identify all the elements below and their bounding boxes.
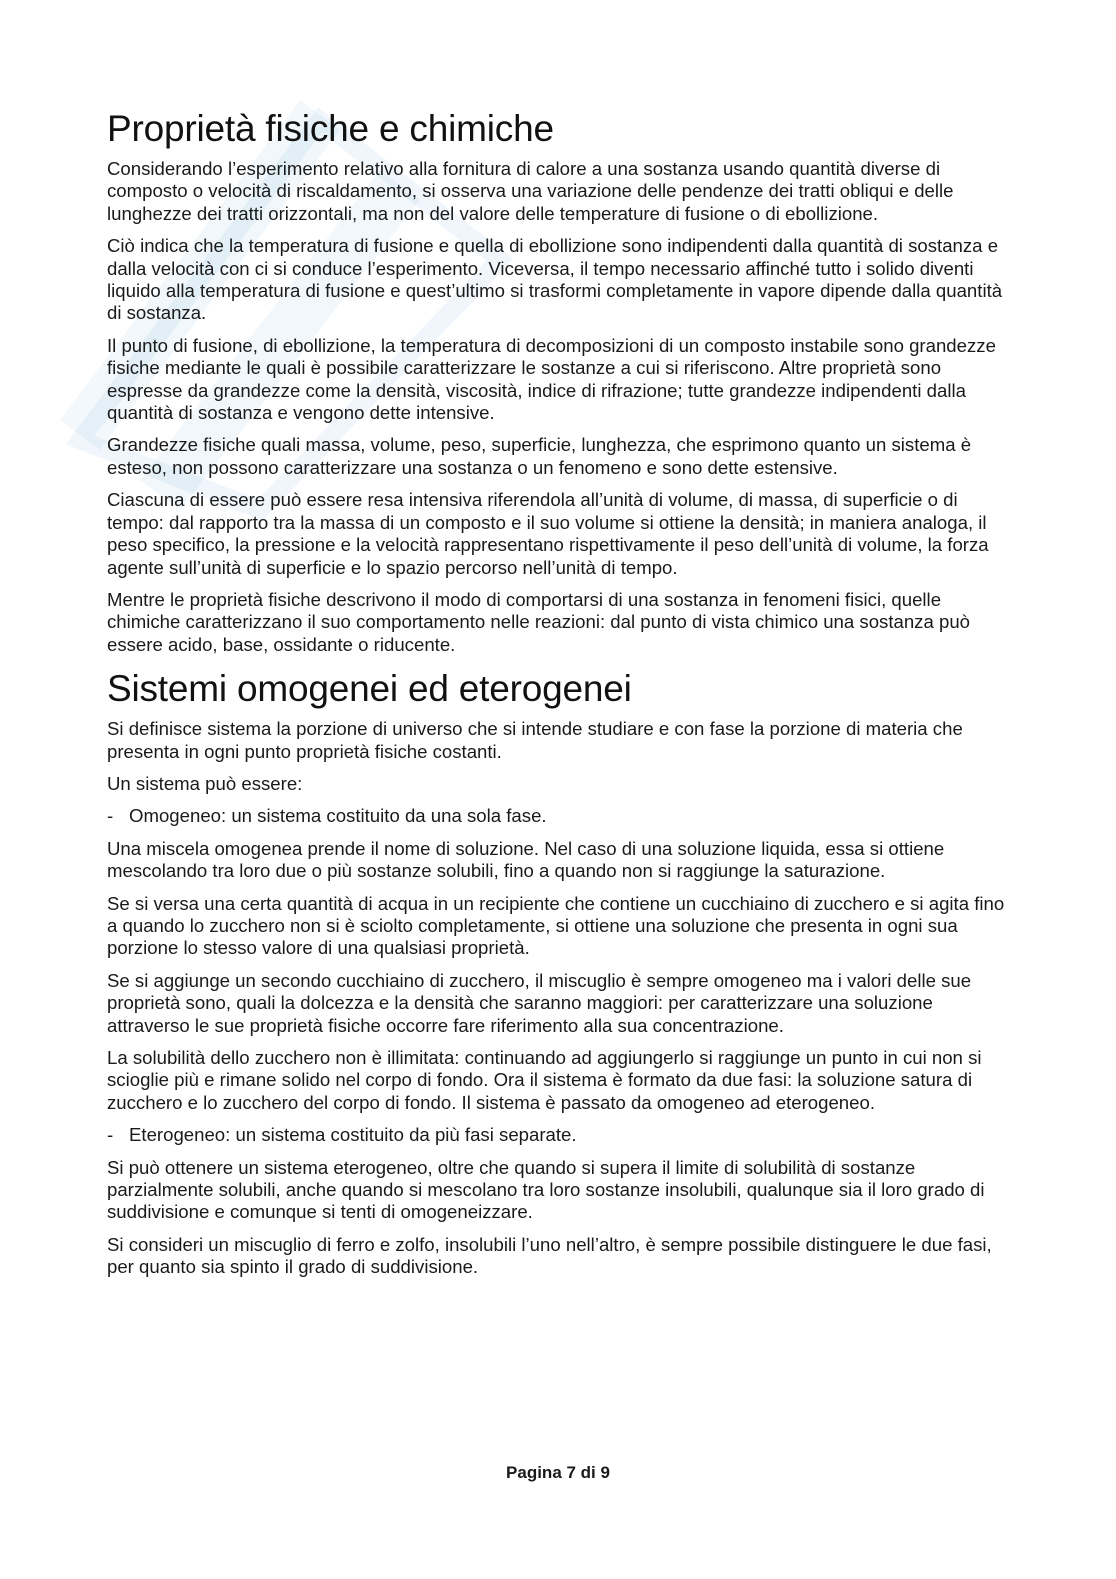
paragraph: Un sistema può essere: bbox=[107, 772, 303, 794]
page-footer: Pagina 7 di 9 bbox=[506, 1463, 610, 1482]
bullet-item-omogeneo bbox=[107, 805, 1007, 827]
paragraph: Si definisce sistema la porzione di universo che si intende studiare e con fase la porzione di materia che presenta in ogni punto proprietà fisiche costanti. bbox=[107, 718, 963, 762]
paragraph: Mentre le proprietà fisiche descrivono il modo di comportarsi di una sostanza in fenomeni fisici, quelle chimiche caratterizzano il suo comportamento nelle reazioni: dal punto di vista chimico una sostanza può essere acido, base, ossidante o riducente. bbox=[107, 588, 971, 655]
paragraph: Se si versa una certa quantità di acqua in un recipiente che contiene un cucchiaino di zucchero e si agita fino a quando lo zucchero non si è sciolto completamente, si ottiene una soluzione che presenta in ogni sua porzione lo stesso valore di una qualsiasi proprietà. bbox=[107, 892, 1005, 959]
paragraph: Ciò indica che la temperatura di fusione e quella di ebollizione sono indipendenti dalla quantità di sostanza e dalla velocità con ci si conduce l’esperimento. Viceversa, il tempo necessario affinché tutto i solido diventi liquido alla temperatura di fusione e quest’ultimo si trasformi completamente in vapore dipende dalla quantità di sostanza. bbox=[107, 235, 1003, 324]
paragraph: Si può ottenere un sistema eterogeneo, oltre che quando si supera il limite di solubilità di sostanze parzialmente solubili, anche quando si mescolano tra loro sostanze insolubili, qualunque sia il loro grado di suddivisione e comunque si tenti di omogeneizzare. bbox=[107, 1156, 985, 1223]
paragraph: Si consideri un miscuglio di ferro e zolfo, insolubili l’uno nell’altro, è sempre possibile distinguere le due fasi, per quanto sia spinto il grado di suddivisione. bbox=[107, 1233, 992, 1278]
bullet-marker: - bbox=[107, 1124, 114, 1146]
bullet-text: Eterogeneo: un sistema costituito da più fasi separate. bbox=[129, 1124, 577, 1146]
paragraph: Grandezze fisiche quali massa, volume, peso, superficie, lunghezza, che esprimono quanto un sistema è esteso, non possono caratterizzare una sostanza o un fenomeno e sono dette estensive. bbox=[107, 434, 972, 478]
paragraph: Il punto di fusione, di ebollizione, la temperatura di decomposizioni di un composto instabile sono grandezze fisiche mediante le quali è possibile caratterizzare le sostanze a cui si riferiscono. Altre proprietà sono espresse da grandezze come la densità, viscosità, indice di rifrazione; tutte grandezze indipendenti dalla quantità di sostanza e vengono dette intensive. bbox=[107, 334, 996, 424]
document-page bbox=[107, 106, 1007, 1289]
paragraph: Considerando l’esperimento relativo alla fornitura di calore a una sostanza usando quantità diverse di composto o velocità di riscaldamento, si osserva una variazione delle pendenze dei tratti obliqui e delle lunghezze dei tratti orizzontali, ma non del valore delle temperature di fusione o di ebollizione. bbox=[107, 158, 954, 224]
paragraph: Se si aggiunge un secondo cucchiaino di zucchero, il miscuglio è sempre omogeneo ma i valori delle sue proprietà sono, quali la dolcezza e la densità che saranno maggiori: per caratterizzare una soluzione attraverso le sue proprietà fisiche occorre fare riferimento alla sua concentrazione. bbox=[107, 969, 972, 1036]
paragraph: Ciascuna di essere può essere resa intensiva riferendola all’unità di volume, di massa, di superficie o di tempo: dal rapporto tra la massa di un composto e il suo volume si ottiene la densità; in maniera analoga, il peso specifico, la pressione e la velocità rappresentano rispettivamente il peso dell’unità di volume, la forza agente sull’unità di superficie e lo spazio percorso nell’unità di tempo. bbox=[107, 489, 989, 578]
paragraph: La solubilità dello zucchero non è illimitata: continuando ad aggiungerlo si raggiunge un punto in cui non si scioglie più e rimane solido nel corpo di fondo. Ora il sistema è formato da due fasi: la soluzione satura di zucchero e lo zucchero del corpo di fondo. Il sistema è passato da omogeneo ad eterogeneo. bbox=[107, 1047, 982, 1113]
bullet-marker: - bbox=[107, 805, 114, 827]
section-title-sistemi: Sistemi omogenei ed eterogenei bbox=[107, 668, 632, 710]
bullet-item-eterogeneo bbox=[107, 1124, 1007, 1146]
bullet-text: Omogeneo: un sistema costituito da una sola fase. bbox=[129, 805, 547, 827]
section-title-proprieta: Proprietà fisiche e chimiche bbox=[107, 108, 554, 149]
paragraph: Una miscela omogenea prende il nome di soluzione. Nel caso di una soluzione liquida, essa si ottiene mescolando tra loro due o più sostanze solubili, fino a quando non si raggiunge la saturazione. bbox=[107, 837, 945, 882]
